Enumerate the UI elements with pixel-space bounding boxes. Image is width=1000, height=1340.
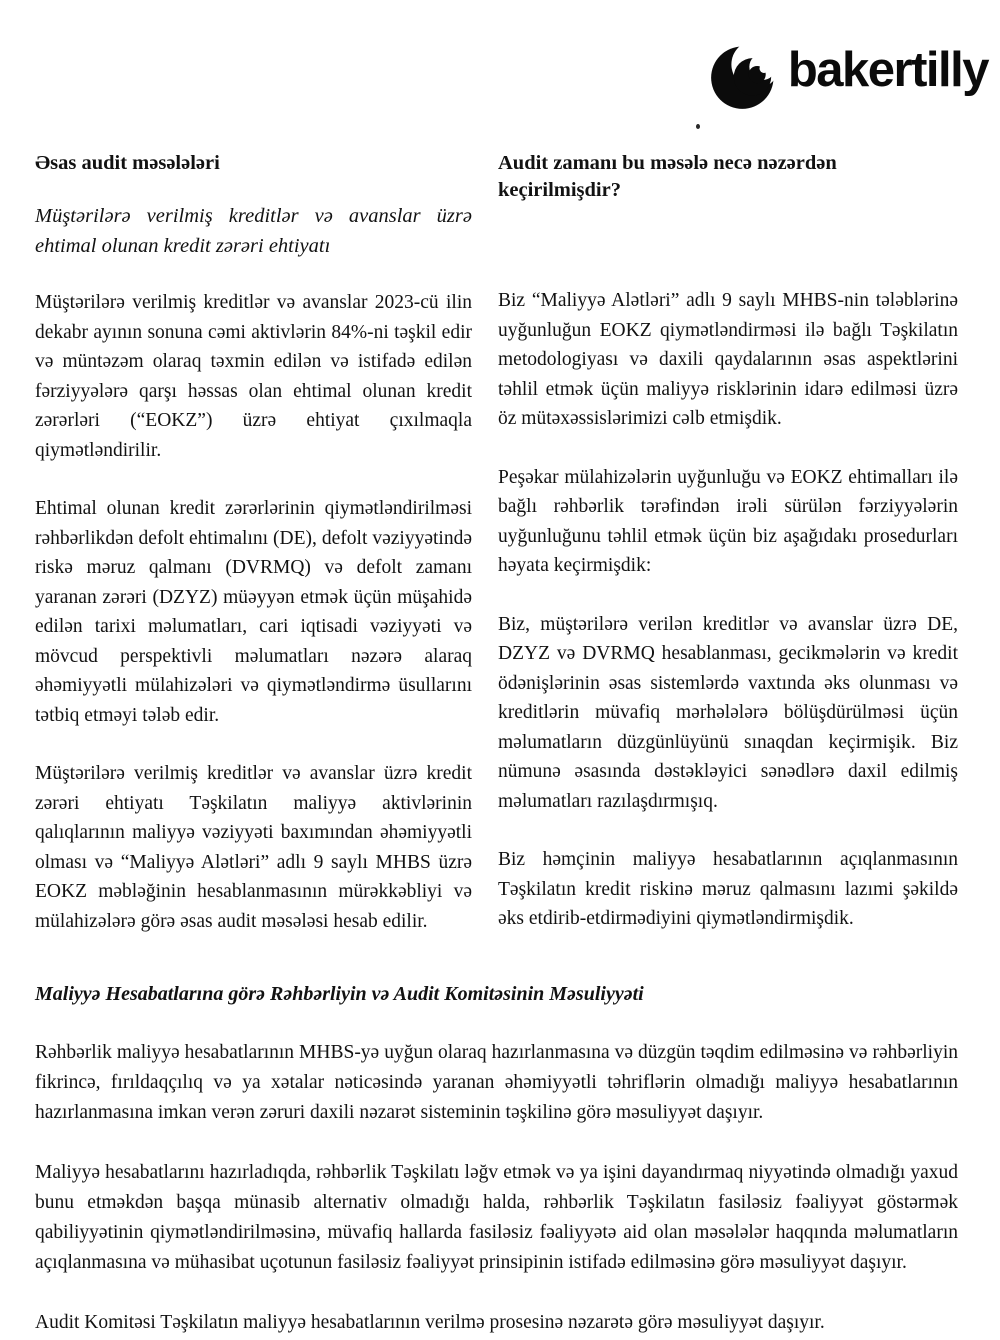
responsibilities-section [0, 965, 1000, 1338]
left-column-heading: Əsas audit məsələləri [35, 152, 220, 174]
page-header [0, 0, 1000, 112]
right-paragraph-3: Biz, müştərilərə verilən kreditlər və avanslar üzrə DE, DZYZ və DVRMQ hesablanması, gecikmələrin və kredit ödənişlərinin əsas sistemlərdə vaxtında əks olunması və kreditlərin müvafiq mərhələlərə bölüşdürülməsi üçün məlumatların düzgünlüyünü sınaqdan keçirmişik. Biz nümunə əsasında dəstəkləyici sənədlərə daxil edilmiş məlumatları razılaşdırmışıq. [498, 613, 958, 812]
two-column-section [0, 112, 1000, 965]
right-column-heading: Audit zamanı bu məsələ necə nəzərdən keçirilmişdir? [498, 152, 837, 201]
right-paragraph-2: Peşəkar mülahizələrin uyğunluğu və EOKZ ehtimalları ilə bağlı rəhbərlik tərəfindən irəli sürülən fərziyyələrin uyğunluğunu təhlil etmək üçün biz aşağıdakı prosedurları həyata keçirmişdik: [498, 466, 958, 576]
right-paragraph-4: Biz həmçinin maliyyə hesabatlarının açıqlanmasının Təşkilatın kredit riskinə məruz qalmasını lazımi şəkildə əks etdirib-etdirmədiyini qiymətləndirmişdik. [498, 849, 958, 929]
responsibilities-heading: Maliyyə Hesabatlarına görə Rəhbərliyin və Audit Komitəsinin Məsuliyyəti [35, 983, 644, 1005]
bakertilly-logo [708, 34, 988, 112]
responsibilities-paragraph-2: Maliyyə hesabatlarını hazırladıqda, rəhbərlik Təşkilatı ləğv etmək və ya işini dayandırmaq niyyətində olmadığı yaxud bunu etməkdən başqa münasib alternativ olmadığı halda, rəhbərlik Təşkilatın fasiləsiz fəaliyyət göstərmək qabiliyyətinin qiymətləndirilməsinə, müvafiq hallarda fasiləsiz fəaliyyətə aid olan məsələlər haqqında məlumatların açıqlanmasına və mühasibat uçotunun fasiləsiz fəaliyyət prinsipinin istifadə edilməsinə görə məsuliyyət daşıyır. [35, 1162, 958, 1273]
responsibilities-paragraph-3: Audit Komitəsi Təşkilatın maliyyə hesabatlarının verilmə prosesinə nəzarətə görə məsuliyyət daşıyır. [35, 1312, 825, 1333]
right-paragraph-1: Biz “Maliyyə Alətləri” adlı 9 saylı MHBS-nin tələblərinə uyğunluğun EOKZ qiymətləndirməsi ilə bağlı Təşkilatın metodologiyası və daxili qaydalarının əsas aspektlərini təhlil etmək üçün maliyyə risklərinin idarə edilməsi üzrə öz mütəxəssislərimizi cəlb etmişdik. [498, 290, 958, 429]
bakertilly-swirl-icon [708, 34, 786, 112]
bakertilly-wordmark: bakertilly [787, 42, 988, 97]
audit-matter-subheading: Müştərilərə verilmiş kreditlər və avanslar üzrə ehtimal olunan kredit zərəri ehtiyatı [35, 205, 472, 257]
left-paragraph-3: Müştərilərə verilmiş kreditlər və avanslar üzrə kredit zərəri ehtiyatı Təşkilatın maliyyə aktivlərinin qalıqlarının maliyyə vəziyyəti baxımından əhəmiyyətli olması və “Maliyyə Alətləri” adlı 9 saylı MHBS üzrə EOKZ məbləğinin hesablanmasının mürəkkəbliyi və mülahizələrə görə əsas audit məsələsi hesab edilir. [35, 763, 472, 932]
key-audit-matters-column [35, 150, 472, 965]
scan-speck [696, 124, 700, 129]
responsibilities-paragraph-1: Rəhbərlik maliyyə hesabatlarının MHBS-yə uyğun olaraq hazırlanmasına və düzgün təqdim edilməsinə və rəhbərliyin fikrincə, fırıldaqçılıq və ya xətalar nəticəsində yaranan əhəmiyyətli təhriflərin olmadığı maliyyə hesabatlarının hazırlanmasına imkan verən zəruri daxili nəzarət sisteminin təşkilinə görə məsuliyyət daşıyır. [35, 1042, 958, 1123]
audit-response-column [498, 150, 958, 965]
left-paragraph-2: Ehtimal olunan kredit zərərlərinin qiymətləndirilməsi rəhbərlikdən defolt ehtimalını (DE), defolt vəziyyətində riskə məruz qalmanı (DVRMQ) və defolt zamanı yaranan zərəri (DZYZ) müəyyən etmək üçün müşahidə edilən tarixi məlumatları, cari iqtisadi vəziyyəti və mövcud perspektivli məlumatları nəzərə alaraq əhəmiyyətli mülahizələri və qiymətləndirmə üsullarını tətbiq etməyi tələb edir. [35, 498, 472, 726]
left-paragraph-1: Müştərilərə verilmiş kreditlər və avanslar 2023-cü ilin dekabr ayının sonuna cəmi aktivlərin 84%-ni təşkil edir və müntəzəm olaraq təxmin edilən və istifadə edilən fərziyyələrə qarşı həssas olan ehtimal olunan kredit zərərləri (“EOKZ”) üzrə ehtiyat çıxılmaqla qiymətləndirilir. [35, 292, 472, 461]
